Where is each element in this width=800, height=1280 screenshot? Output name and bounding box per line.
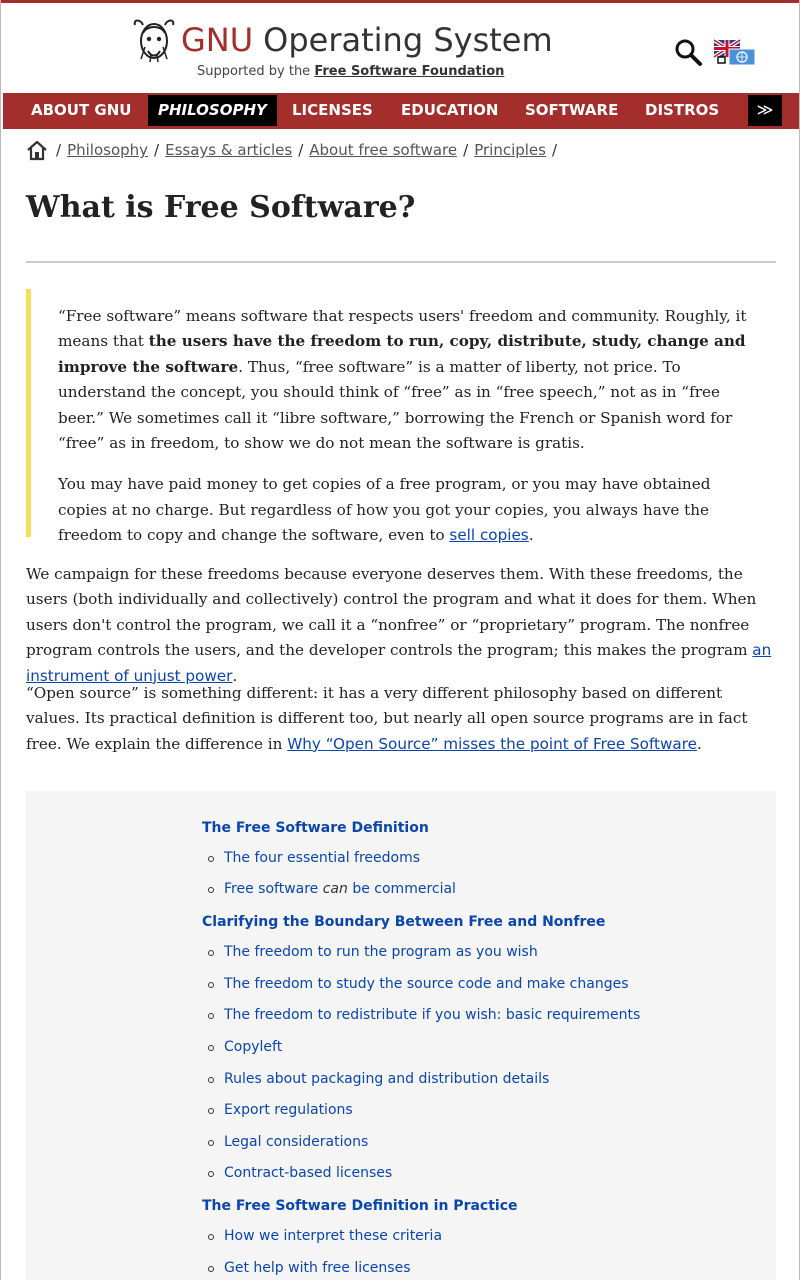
site-brand[interactable] xyxy=(131,15,553,65)
unjust-power-link[interactable]: an instrument of unjust power xyxy=(26,641,772,685)
sell-copies-link[interactable]: sell copies xyxy=(449,526,529,545)
breadcrumb-about-free-software[interactable]: About free software xyxy=(309,141,458,159)
toc-item[interactable] xyxy=(224,881,456,897)
nav-more-button[interactable]: ≫ xyxy=(748,95,782,126)
title-divider xyxy=(26,261,776,263)
body-paragraph-1 xyxy=(26,562,778,689)
breadcrumb-principles[interactable]: Principles xyxy=(474,141,546,159)
intro-paragraph-2 xyxy=(58,472,751,548)
toc-item[interactable]: Legal considerations xyxy=(224,1134,369,1150)
toc-section-practice[interactable]: The Free Software Definition in Practice xyxy=(202,1198,518,1214)
breadcrumb-separator: / xyxy=(551,141,558,159)
toc-item-emphasis: can xyxy=(322,881,348,897)
intro-text: “Free software” means software that respects users' freedom and community. Roughly, it means that xyxy=(58,307,747,351)
toc-item[interactable]: Rules about packaging and distribution details xyxy=(224,1071,550,1087)
body-text: “Open source” is something different: it has a very different philosophy based on different values. Its practical definition is different too, but nearly all open source programs are in fact free. We explain the difference in xyxy=(26,684,748,753)
nav-software[interactable]: SOFTWARE xyxy=(525,101,619,119)
nav-philosophy[interactable]: PHILOSOPHY xyxy=(148,95,277,126)
brand-gnu: GNU xyxy=(181,21,254,59)
toc-item[interactable]: The freedom to run the program as you wish xyxy=(224,944,538,960)
toc-item[interactable]: The four essential freedoms xyxy=(224,850,421,866)
breadcrumb-philosophy[interactable]: Philosophy xyxy=(67,141,149,159)
open-source-misses-point-link[interactable]: Why “Open Source” misses the point of Free Software xyxy=(287,734,697,753)
intro-paragraph-1 xyxy=(58,304,751,456)
main-nav xyxy=(3,93,799,129)
toc-item-text: Free software xyxy=(224,881,323,897)
body-text: . xyxy=(232,666,238,685)
toc-section-definition[interactable]: The Free Software Definition xyxy=(202,820,429,836)
language-icon[interactable] xyxy=(713,39,757,67)
toc-item[interactable]: The freedom to redistribute if you wish: basic requirements xyxy=(224,1007,641,1023)
breadcrumb xyxy=(26,138,563,162)
brand-title: Operating System xyxy=(263,21,553,59)
breadcrumb-separator: / xyxy=(56,141,62,159)
body-text: . xyxy=(696,734,702,753)
toc-item[interactable]: The freedom to study the source code and make changes xyxy=(224,976,629,992)
toc-item[interactable]: How we interpret these criteria xyxy=(224,1228,443,1244)
breadcrumb-essays[interactable]: Essays & articles xyxy=(165,141,293,159)
table-of-contents xyxy=(26,791,776,1280)
search-icon[interactable] xyxy=(673,37,703,67)
home-icon[interactable] xyxy=(26,139,48,161)
breadcrumb-separator: / xyxy=(154,141,160,159)
toc-item[interactable]: Export regulations xyxy=(224,1102,353,1118)
nav-licenses[interactable]: LICENSES xyxy=(292,101,373,119)
gnu-head-icon xyxy=(131,17,177,63)
nav-education[interactable]: EDUCATION xyxy=(401,101,499,119)
intro-callout xyxy=(26,289,751,545)
body-paragraph-2 xyxy=(26,681,778,757)
site-header xyxy=(1,3,799,93)
toc-item[interactable]: Contract-based licenses xyxy=(224,1165,393,1181)
toc-item-text: be commercial xyxy=(352,881,456,897)
tagline-prefix: Supported by the xyxy=(197,64,311,79)
breadcrumb-separator: / xyxy=(463,141,469,159)
body-text: We campaign for these freedoms because everyone deserves them. With these freedoms, the users (both individually and collectively) control the program and what it does for them. When users don't control the program, we call it a “nonfree” or “proprietary” program. The nonfree program controls the users, and the developer controls the program; this makes the program xyxy=(26,565,757,660)
page-title: What is Free Software? xyxy=(26,190,416,225)
tagline xyxy=(197,64,504,79)
intro-text: . Thus, “free software” is a matter of liberty, not price. To understand the concept, you should think of “free” as in “free speech,” not as in “free beer.” We sometimes call it “libre software,” borrowing the French or Spanish word for “free” as in freedom, to show we do not mean the software is gratis. xyxy=(58,357,733,453)
toc-item[interactable]: Copyleft xyxy=(224,1039,283,1055)
intro-text: . xyxy=(528,526,534,545)
intro-text: You may have paid money to get copies of a free program, or you may have obtained copies at no charge. But regardless of how you got your copies, you always have the freedom to copy and change the software, even to xyxy=(58,475,711,545)
nav-about-gnu[interactable]: ABOUT GNU xyxy=(31,101,132,119)
toc-section-boundary[interactable]: Clarifying the Boundary Between Free and Nonfree xyxy=(202,914,606,930)
toc-item[interactable]: Get help with free licenses xyxy=(224,1260,411,1276)
fsf-link[interactable]: Free Software Foundation xyxy=(314,64,505,79)
intro-emphasis: the users have the freedom to run, copy, distribute, study, change and improve the software xyxy=(58,332,746,376)
breadcrumb-separator: / xyxy=(298,141,304,159)
nav-distros[interactable]: DISTROS xyxy=(645,101,720,119)
